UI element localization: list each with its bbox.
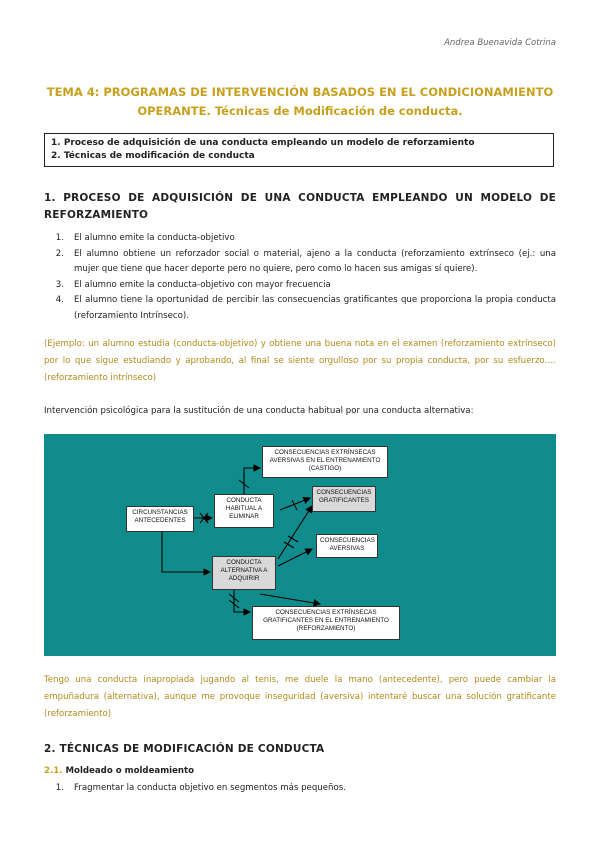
list-item (44, 278, 556, 294)
behavior-substitution-diagram (44, 434, 556, 656)
example-paragraph: (Ejemplo: un alumno estudia (conducta-objetivo) y obtiene una buena nota en el examen (reforzamiento extrínseco) por lo que sigue estudiando y aprobando, al final se siente orgulloso por su propia conducta, por su esfuerzo…. (reforzamiento intrínseco) (44, 339, 556, 383)
table-of-contents (44, 133, 554, 167)
toc-item: 2. Técnicas de modificación de conducta (51, 151, 255, 161)
alternative-behavior-box: CONDUCTA ALTERNATIVA A ADQUIRIR (212, 556, 276, 590)
section-1-steps (44, 231, 556, 324)
list-text: El alumno tiene la oportunidad de percibir las consecuencias gratificantes que proporciona la propia conducta (reforzamiento Intrínseco). (74, 295, 556, 321)
subsection-heading (44, 766, 194, 776)
author-name: Andrea Buenavida Cotrina (444, 38, 556, 48)
habitual-behavior-box: CONDUCTA HABITUAL A ELIMINAR (214, 494, 274, 528)
list-number: 1. (55, 783, 64, 793)
section-2-steps (44, 781, 556, 797)
subsection-number: 2.1. (44, 766, 63, 776)
document-title (40, 83, 560, 121)
aversive-box: CONSECUENCIAS AVERSIVAS (316, 534, 378, 558)
list-number: 1. (55, 233, 64, 243)
list-item (44, 293, 556, 324)
list-text: El alumno emite la conducta-objetivo con mayor frecuencia (74, 279, 331, 290)
section-1-heading: 1. PROCESO DE ADQUISICIÓN DE UNA CONDUCTA EMPLEANDO UN MODELO DE REFORZAMIENTO (44, 192, 556, 221)
gratifying-extrinsic-box: CONSECUENCIAS EXTRÍNSECAS GRATIFICANTES EN EL ENTRENAMIENTO (REFORZAMIENTO) (252, 606, 400, 640)
list-item (44, 781, 556, 797)
section-2-heading: 2. TÉCNICAS DE MODIFICACIÓN DE CONDUCTA (44, 743, 325, 755)
antecedents-box: CIRCUNSTANCIAS ANTECEDENTES (126, 506, 194, 532)
toc-item: 1. Proceso de adquisición de una conducta empleando un modelo de reforzamiento (51, 138, 475, 148)
list-text: El alumno obtiene un reforzador social o material, ajeno a la conducta (reforzamiento extrínseco (ej.: una mujer que tiene que hacer deporte pero no quiere, pero como lo hacen sus amigas sí quiere). (74, 248, 556, 274)
list-text: Fragmentar la conducta objetivo en segmentos más pequeños. (74, 783, 346, 793)
list-number: 4. (55, 295, 64, 305)
tennis-example-paragraph: Tengo una conducta inapropiada jugando al tenis, me duele la mano (antecedente), pero puede cambiar la empuñadura (alternativa), aunque me provoque inseguridad (aversiva) intentaré buscar una solución gratificante (reforzamiento) (44, 675, 556, 719)
list-item (44, 247, 556, 278)
list-number: 2. (55, 248, 64, 259)
subsection-title: Moldeado o moldeamiento (65, 766, 195, 776)
title-line-1: TEMA 4: PROGRAMAS DE INTERVENCIÓN BASADOS EN EL CONDICIONAMIENTO (46, 85, 554, 99)
list-item (44, 231, 556, 247)
gratifying-box: CONSECUENCIAS GRATIFICANTES (312, 486, 376, 512)
title-line-2: OPERANTE. Técnicas de Modificación de conducta. (137, 104, 463, 118)
intervention-intro: Intervención psicológica para la sustitución de una conducta habitual por una conducta alternativa: (44, 406, 474, 416)
aversive-extrinsic-box: CONSECUENCIAS EXTRÍNSECAS AVERSIVAS EN EL ENTRENAMIENTO (CASTIGO) (262, 446, 388, 478)
list-number: 3. (55, 279, 64, 290)
list-text: El alumno emite la conducta-objetivo (74, 233, 235, 243)
